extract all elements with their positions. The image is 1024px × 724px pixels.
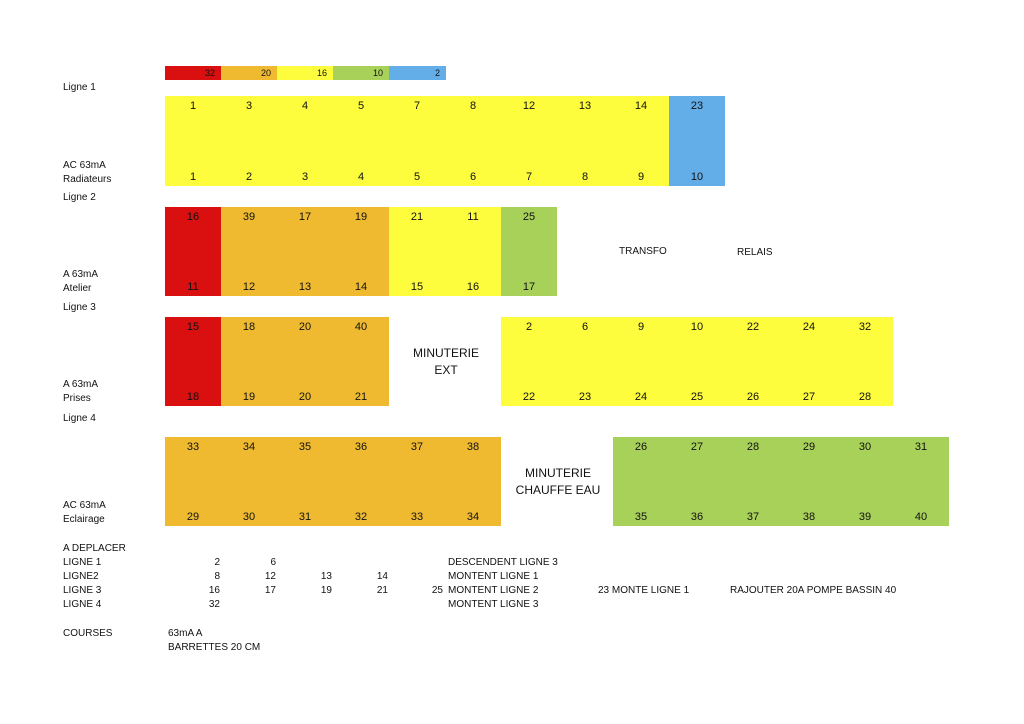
legend-swatch — [277, 66, 333, 80]
notes-cell-action: MONTENT LIGNE 2 — [448, 585, 539, 596]
cell-bottom-number: 29 — [186, 511, 200, 523]
notes-cell-a: 8 — [214, 571, 220, 582]
cell-top-number: 10 — [690, 321, 704, 333]
notes-cell-b: 12 — [264, 571, 276, 582]
cell-bottom-number: 17 — [522, 281, 536, 293]
cell-top-number: 4 — [301, 100, 309, 112]
notes-cell-label: LIGNE 3 — [63, 585, 102, 596]
cell-bottom-number: 18 — [186, 391, 200, 403]
cell-bottom-number: 32 — [354, 511, 368, 523]
cell-bottom-number: 28 — [858, 391, 872, 403]
cell-bottom-number: 22 — [522, 391, 536, 403]
cell-top-number: 20 — [298, 321, 312, 333]
cell-top-number: 8 — [469, 100, 477, 112]
cell-bottom-number: 1 — [189, 171, 197, 183]
note-relais: RELAIS — [737, 247, 773, 258]
cell-top-number: 17 — [298, 211, 312, 223]
legend-value: 2 — [434, 68, 440, 78]
cell-bottom-number: 27 — [802, 391, 816, 403]
cell-top-number: 38 — [466, 441, 480, 453]
breaker-cell — [725, 437, 781, 526]
notes-cell-action: MONTENT LIGNE 3 — [448, 599, 539, 610]
notes-cell-label: LIGNE2 — [63, 571, 99, 582]
courses-line: 63mA A — [168, 628, 203, 639]
center-line: MINUTERIE — [525, 466, 591, 480]
breaker-cell — [221, 317, 277, 406]
notes-cell-label: LIGNE 1 — [63, 557, 102, 568]
notes-cell-d: 21 — [376, 585, 388, 596]
legend-value: 10 — [372, 68, 383, 78]
minuterie-ext-label — [396, 345, 496, 379]
cell-top-number: 9 — [637, 321, 645, 333]
breaker-cell — [277, 96, 333, 186]
breaker-cell — [445, 437, 501, 526]
cell-bottom-number: 6 — [469, 171, 477, 183]
notes-heading: A DEPLACER — [63, 543, 126, 554]
breaker-cell — [557, 96, 613, 186]
cell-top-number: 36 — [354, 441, 368, 453]
legend-swatch — [389, 66, 446, 80]
cell-top-number: 21 — [410, 211, 424, 223]
breaker-cell — [669, 96, 725, 186]
breaker-cell — [389, 207, 445, 296]
cell-bottom-number: 3 — [301, 171, 309, 183]
row-subtitle: AC 63mA — [63, 160, 106, 171]
breaker-cell — [781, 317, 837, 406]
breaker-cell — [781, 437, 837, 526]
row-subtitle: Prises — [63, 393, 91, 404]
notes-cell-c: 19 — [320, 585, 332, 596]
cell-bottom-number: 5 — [413, 171, 421, 183]
cell-top-number: 22 — [746, 321, 760, 333]
cell-bottom-number: 33 — [410, 511, 424, 523]
notes-cell-extra2: RAJOUTER 20A POMPE BASSIN 40 — [730, 585, 897, 596]
legend-value: 32 — [204, 68, 215, 78]
cell-top-number: 13 — [578, 100, 592, 112]
cell-top-number: 27 — [690, 441, 704, 453]
breaker-cell — [333, 317, 389, 406]
cell-top-number: 33 — [186, 441, 200, 453]
notes-cell-action: DESCENDENT LIGNE 3 — [448, 557, 558, 568]
cell-top-number: 5 — [357, 100, 365, 112]
breaker-cell — [165, 96, 221, 186]
cell-bottom-number: 19 — [242, 391, 256, 403]
breaker-cell — [389, 437, 445, 526]
cell-bottom-number: 24 — [634, 391, 648, 403]
notes-cell-a: 2 — [214, 557, 220, 568]
cell-bottom-number: 11 — [187, 281, 199, 293]
notes-cell-a: 32 — [208, 599, 220, 610]
row-subtitle: A 63mA — [63, 379, 99, 390]
cell-top-number: 12 — [522, 100, 536, 112]
cell-bottom-number: 35 — [634, 511, 648, 523]
courses-label: COURSES — [63, 628, 113, 639]
row-subtitle: Radiateurs — [63, 174, 112, 185]
cell-top-number: 11 — [467, 211, 479, 223]
cell-bottom-number: 15 — [410, 281, 424, 293]
breaker-cell — [501, 207, 557, 296]
breaker-cell — [221, 437, 277, 526]
cell-top-number: 30 — [858, 441, 872, 453]
cell-top-number: 7 — [413, 100, 421, 112]
cell-bottom-number: 2 — [245, 171, 253, 183]
cell-top-number: 24 — [802, 321, 816, 333]
cell-bottom-number: 20 — [298, 391, 312, 403]
cell-bottom-number: 8 — [581, 171, 589, 183]
row-title: Ligne 4 — [63, 413, 96, 424]
cell-top-number: 37 — [410, 441, 424, 453]
breaker-cell — [669, 317, 725, 406]
notes-cell-b: 6 — [270, 557, 276, 568]
cell-bottom-number: 9 — [637, 171, 645, 183]
cell-bottom-number: 12 — [242, 281, 256, 293]
breaker-cell — [445, 96, 501, 186]
legend-swatch — [333, 66, 389, 80]
cell-bottom-number: 10 — [690, 171, 704, 183]
cell-bottom-number: 37 — [746, 511, 760, 523]
breaker-cell — [165, 207, 221, 296]
cell-top-number: 29 — [802, 441, 816, 453]
cell-top-number: 31 — [914, 441, 928, 453]
breaker-cell — [221, 207, 277, 296]
cell-top-number: 1 — [189, 100, 197, 112]
cell-bottom-number: 4 — [357, 171, 365, 183]
notes-cell-c: 13 — [320, 571, 332, 582]
cell-top-number: 6 — [581, 321, 589, 333]
legend-swatch — [221, 66, 277, 80]
row-title: Ligne 2 — [63, 192, 96, 203]
cell-top-number: 35 — [298, 441, 312, 453]
breaker-cell — [501, 96, 557, 186]
note-transfo: TRANSFO — [619, 246, 667, 257]
cell-bottom-number: 31 — [298, 511, 312, 523]
notes-cell-action: MONTENT LIGNE 1 — [448, 571, 539, 582]
breaker-cell — [277, 207, 333, 296]
breaker-cell — [669, 437, 725, 526]
row-subtitle: AC 63mA — [63, 500, 106, 511]
cell-bottom-number: 36 — [690, 511, 704, 523]
notes-cell-e: 25 — [431, 585, 443, 596]
legend-value: 20 — [260, 68, 271, 78]
breaker-cell — [277, 437, 333, 526]
cell-bottom-number: 39 — [858, 511, 872, 523]
cell-top-number: 18 — [242, 321, 256, 333]
cell-bottom-number: 23 — [578, 391, 592, 403]
breaker-cell — [725, 317, 781, 406]
breaker-cell — [501, 317, 557, 406]
cell-bottom-number: 30 — [242, 511, 256, 523]
cell-top-number: 26 — [634, 441, 648, 453]
breaker-cell — [893, 437, 949, 526]
breaker-cell — [837, 437, 893, 526]
breaker-cell — [165, 317, 221, 406]
breaker-cell — [389, 96, 445, 186]
breaker-cell — [277, 317, 333, 406]
cell-bottom-number: 38 — [802, 511, 816, 523]
row-subtitle: Eclairage — [63, 514, 105, 525]
breaker-cell — [613, 317, 669, 406]
notes-cell-d: 14 — [376, 571, 388, 582]
courses-line: BARRETTES 20 CM — [168, 642, 261, 653]
cell-top-number: 39 — [242, 211, 256, 223]
breaker-cell — [837, 317, 893, 406]
cell-top-number: 2 — [525, 321, 533, 333]
row-subtitle: A 63mA — [63, 269, 99, 280]
row-title: Ligne 1 — [63, 82, 96, 93]
cell-top-number: 40 — [354, 321, 368, 333]
cell-top-number: 3 — [245, 100, 253, 112]
cell-top-number: 23 — [690, 100, 704, 112]
cell-bottom-number: 25 — [690, 391, 704, 403]
cell-top-number: 25 — [522, 211, 536, 223]
row-subtitle: Atelier — [63, 283, 92, 294]
row-title: Ligne 3 — [63, 302, 96, 313]
cell-top-number: 32 — [858, 321, 872, 333]
notes-cell-b: 17 — [264, 585, 276, 596]
breaker-cell — [557, 317, 613, 406]
cell-bottom-number: 7 — [525, 171, 533, 183]
cell-top-number: 16 — [186, 211, 200, 223]
cell-top-number: 28 — [746, 441, 760, 453]
notes-cell-extra: 23 MONTE LIGNE 1 — [598, 585, 690, 596]
cell-bottom-number: 21 — [354, 391, 368, 403]
breaker-cell — [333, 96, 389, 186]
legend-value: 16 — [316, 68, 327, 78]
breaker-cell — [445, 207, 501, 296]
cell-bottom-number: 26 — [746, 391, 760, 403]
cell-top-number: 19 — [354, 211, 368, 223]
center-line: CHAUFFE EAU — [515, 483, 601, 497]
breaker-cell — [613, 96, 669, 186]
cell-bottom-number: 34 — [466, 511, 480, 523]
center-line: EXT — [434, 363, 458, 377]
cell-bottom-number: 40 — [914, 511, 928, 523]
breaker-cell — [333, 437, 389, 526]
notes-cell-label: LIGNE 4 — [63, 599, 102, 610]
notes-cell-a: 16 — [208, 585, 220, 596]
cell-top-number: 34 — [242, 441, 256, 453]
cell-top-number: 14 — [634, 100, 648, 112]
breaker-cell — [221, 96, 277, 186]
cell-top-number: 15 — [186, 321, 200, 333]
minuterie-chauffe-eau-label — [508, 465, 608, 499]
legend-swatch — [165, 66, 221, 80]
breaker-cell — [613, 437, 669, 526]
center-line: MINUTERIE — [413, 346, 479, 360]
cell-bottom-number: 14 — [354, 281, 368, 293]
breaker-cell — [333, 207, 389, 296]
cell-bottom-number: 13 — [298, 281, 312, 293]
cell-bottom-number: 16 — [466, 281, 480, 293]
breaker-cell — [165, 437, 221, 526]
